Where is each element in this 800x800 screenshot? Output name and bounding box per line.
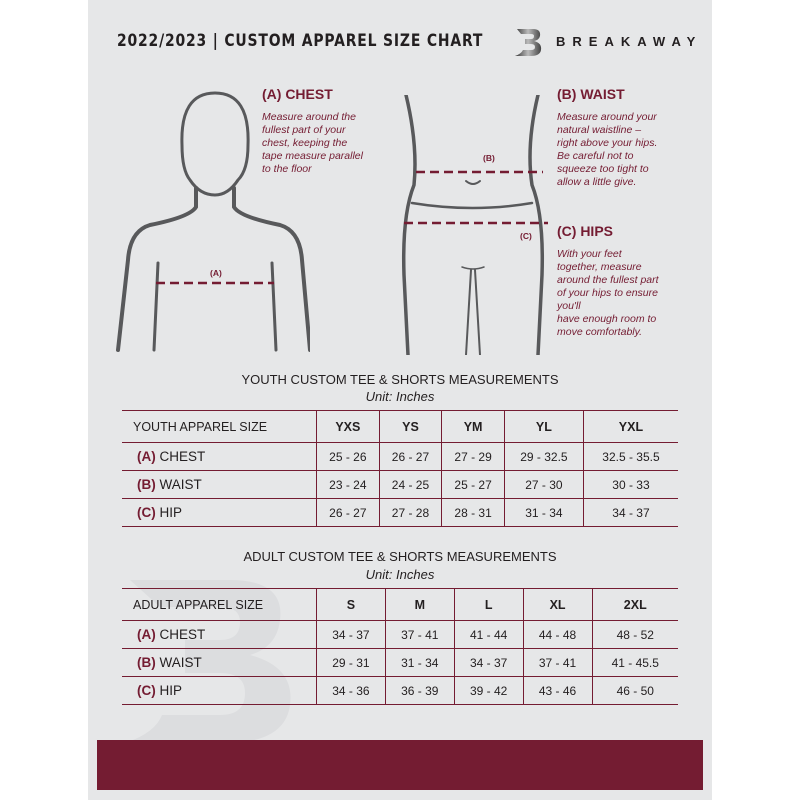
adult-table-title: ADULT CUSTOM TEE & SHORTS MEASUREMENTS (243, 549, 557, 564)
table-cell: 31 - 34 (385, 649, 454, 677)
footer-band (97, 740, 703, 790)
table-cell: 26 - 27 (317, 499, 380, 527)
lower-body-figure-icon (398, 95, 548, 355)
table-cell: 41 - 45.5 (592, 649, 678, 677)
table-cell: 27 - 30 (504, 471, 583, 499)
chest-marker: (A) (210, 268, 222, 278)
table-row (122, 677, 678, 705)
brand-name: BREAKAWAY (556, 34, 703, 49)
size-header: YM (442, 411, 505, 443)
youth-table-title: YOUTH CUSTOM TEE & SHORTS MEASUREMENTS (241, 372, 559, 387)
measure-label: (B) WAIST (137, 477, 202, 492)
hips-heading: (C) HIPS (557, 223, 613, 239)
size-header: XL (523, 589, 592, 621)
adult-size-table (122, 588, 678, 705)
page-title: 2022/2023 | CUSTOM APPAREL SIZE CHART (117, 31, 484, 51)
table-cell: 34 - 37 (454, 649, 523, 677)
table-cell: 41 - 44 (454, 621, 523, 649)
table-cell: 37 - 41 (385, 621, 454, 649)
table-cell: 29 - 31 (317, 649, 386, 677)
waist-description: Measure around your natural waistline – right above your hips. Be careful not to squeeze too tight to allow a little give. (557, 111, 658, 188)
size-header: YXL (583, 411, 678, 443)
table-cell: 26 - 27 (379, 443, 442, 471)
youth-unit: Unit: Inches (365, 389, 435, 404)
table-cell: 34 - 37 (317, 621, 386, 649)
table-cell: 39 - 42 (454, 677, 523, 705)
table-cell: 43 - 46 (523, 677, 592, 705)
table-cell: 25 - 27 (442, 471, 505, 499)
measure-label: (A) CHEST (137, 449, 206, 464)
table-row (122, 471, 678, 499)
table-cell: 44 - 48 (523, 621, 592, 649)
measure-label: (C) HIP (137, 505, 183, 520)
table-header-row (122, 589, 678, 621)
measure-label: (C) HIP (137, 683, 183, 698)
hips-description: With your feet together, measure around the fullest part of your hips to ensure you'll have enough room to move comfortably. (557, 248, 659, 338)
table-row (122, 443, 678, 471)
chest-description: Measure around the fullest part of your chest, keeping the tape measure parallel to the floor (262, 111, 363, 175)
table-cell: 34 - 37 (583, 499, 678, 527)
size-header: YL (504, 411, 583, 443)
table-cell: 48 - 52 (592, 621, 678, 649)
size-header: YXS (317, 411, 380, 443)
table-cell: 27 - 29 (442, 443, 505, 471)
measure-label: (B) WAIST (137, 655, 202, 670)
size-header: 2XL (592, 589, 678, 621)
table-cell: 31 - 34 (504, 499, 583, 527)
size-header: M (385, 589, 454, 621)
table-row (122, 499, 678, 527)
size-header: L (454, 589, 523, 621)
hip-marker: (C) (520, 231, 532, 241)
size-header: S (317, 589, 386, 621)
table-cell: 27 - 28 (379, 499, 442, 527)
table-cell: 34 - 36 (317, 677, 386, 705)
chest-heading: (A) CHEST (262, 86, 333, 102)
youth-size-table (122, 410, 678, 527)
table-cell: 37 - 41 (523, 649, 592, 677)
table-cell: 25 - 26 (317, 443, 380, 471)
table-cell: 32.5 - 35.5 (583, 443, 678, 471)
size-label: ADULT APPAREL SIZE (133, 597, 264, 612)
table-row (122, 621, 678, 649)
table-cell: 36 - 39 (385, 677, 454, 705)
table-row (122, 649, 678, 677)
size-label: YOUTH APPAREL SIZE (133, 419, 268, 434)
table-cell: 23 - 24 (317, 471, 380, 499)
table-cell: 46 - 50 (592, 677, 678, 705)
measure-label: (A) CHEST (137, 627, 206, 642)
table-header-row (122, 411, 678, 443)
table-cell: 24 - 25 (379, 471, 442, 499)
table-cell: 28 - 31 (442, 499, 505, 527)
breakaway-logo-icon (513, 25, 545, 59)
size-header: YS (379, 411, 442, 443)
table-cell: 29 - 32.5 (504, 443, 583, 471)
waist-heading: (B) WAIST (557, 86, 625, 102)
waist-marker: (B) (483, 153, 495, 163)
table-cell: 30 - 33 (583, 471, 678, 499)
adult-unit: Unit: Inches (365, 567, 435, 582)
